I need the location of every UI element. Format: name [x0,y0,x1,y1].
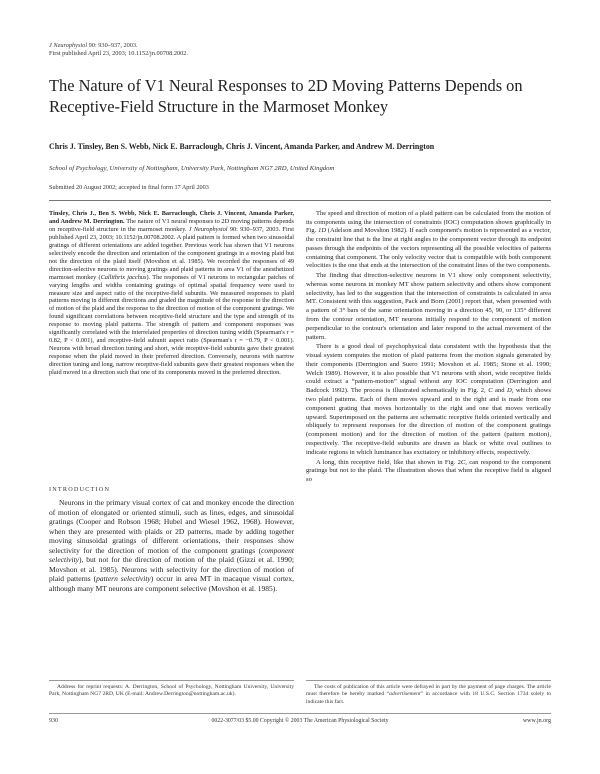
right-para-1b: (Adelson and Movshon 1982). If each component's motion is represented as a vector, the constraint line that is the line at right angles to the component vector through its endpoint passes through the endpoints of the vectors representing all the possible velocities of patterns containing that component. The only velocity vector that is compatible with both component velocities is the one that ends at the intersection of the constraint lines of the two components. [306,227,552,270]
right-para-1a: The speed and direction of motion of a plaid pattern can be calculated from the motion of its components using the intersection of constraints (IOC) computation shown graphically in Fig. [306,210,551,235]
journal-reference [49,42,188,58]
journal-url: www.jn.org [522,718,551,724]
abstract-citation-lead: Tinsley, Chris J., Ben S. Webb, Nick E. Barraclough, Chris J. Vincent, Amanda Parker, and Andrew M. Derrington. [49,210,294,225]
page-charges-text-b: ” in accordance with 18 U.S.C. Section 1734 solely to indicate this fact. [306,691,551,705]
intro-emphasis-pattern: pattern selectivity [96,574,151,583]
footer-divider [49,713,551,714]
publication-line: First published April 23, 2003; 10.1152/jn.00708.2002. [49,50,189,57]
intro-emphasis-component: component selectivity [49,545,294,564]
introduction-text [49,498,294,593]
right-para-3-fig-d: D [507,387,512,395]
copyright-line: 0022-3077/03 $5.00 Copyright © 2003 The American Physiological Society [211,718,389,724]
page-charges-footnote [306,684,551,706]
right-para-4a: A long, thin receptive field, like that shown in Fig. 2 [316,458,461,466]
submission-dates: Submitted 20 August 2002; accepted in final form 17 April 2003 [49,184,209,191]
right-para-4b: , can respond to the component gratings but not to the plaid. The illustration shows that when the receptive field is aligned so [306,458,552,484]
page-charges-advertisement: advertisement [389,691,421,698]
right-para-3-fig-c: C [488,387,493,395]
header-divider [49,200,551,201]
abstract-species: Callithrix jacchus [100,273,147,281]
right-para-4-fig-c: C [460,458,466,466]
abstract-body-2: ). The responses of V1 neurons to rectangular patches of varying lengths and widths containing gratings of optimal spatial frequency were used to measure size and aspect ratio of the receptive-field subunits. We measured responses to plaid patterns moving in different directions and graded the magnitude of the response to the direction of motion of the plaid and the response to the direction of motion of the component gratings. We found significant correlations between receptive-field structure and the type and strength of its response to moving plaid patterns. The strength of pattern and component responses was significantly correlated with the interrelated properties of direction tuning width (Spearman's r = 0.82, P < 0.001), and receptive-field subunit aspect ratio (Spearman's r = −0.79, P < 0.001). Neurons with broad direction tuning and short, wide receptive-field subunits gave their greatest response when the plaid moved in their preferred direction. Conversely, neurons with narrow direction tuning and long, narrow receptive-field subunits gave their greatest responses when the plaid moved in a direction such that one of its components moved in the preferred direction. [49,273,294,377]
intro-text-2: ), but not for the direction of motion of the plaid (Gizzi et al. 1990; Movshon et al. 1985). Neurons with selectivity for the direction of motion of plaid patterns ( [49,555,294,583]
reprint-footnote: Address for reprint requests: A. Derrington, School of Psychology, Nottingham University, University Park, Nottingham NG7 2RD, UK (E-mail: Andrew.Derrington@nottingham.ac.uk). [49,684,294,698]
abstract [49,210,294,377]
journal-citation: 90: 930–937, 2003. [88,42,138,49]
right-para-1-fig: 1D [318,227,327,235]
right-column [306,210,551,486]
abstract-title-line: The nature of V1 neural responses to 2D moving patterns depends on receptive-field structure in the marmoset monkey. [49,217,294,233]
affiliation: School of Psychology, University of Nottingham, University Park, Nottingham NG7 2RD, United Kingdom [49,165,335,172]
footnote-divider-left [49,680,294,681]
intro-text-3: ) occur in area MT in macaque visual cortex, although many MT neurons are component selective (Movshon et al. 1985). [49,574,294,593]
intro-text-1: Neurons in the primary visual cortex of cat and monkey encode the direction of motion of elongated or oriented stimuli, such as lines, edges, and sinusoidal gratings (Cooper and Robson 1968; Hubel and Wiesel 1962, 1968). However, when they are presented with plaids or 2D patterns, made by adding together moving sinusoidal gratings of different orientations, their responses show selectivity for the direction of motion of the component gratings ( [49,498,294,555]
author-list: Chris J. Tinsley, Ben S. Webb, Nick E. Barraclough, Chris J. Vincent, Amanda Parker, and Andrew M. Derrington [49,142,435,151]
abstract-body-1: 90: 930–937, 2003. First published April 23, 2003; 10.1152/jn.00708.2002. A plaid pattern is formed when two sinusoidal gratings of different orientations are added together. Previous work has shown that V1 neurons selectively encode the direction and orientation of the component gratings in a moving plaid but not the direction of the plaid itself (Movshon et al. 1985). We recorded the responses of 49 direction-selective neurons to moving gratings and plaid patterns in area V1 of the anesthetized marmoset monkey ( [49,225,294,281]
abstract-journal: J Neurophysiol [188,225,228,233]
right-para-3b: , which shows two plaid patterns. Each of them moves upward and to the right and is made from one component grating that moves horizontally to the right and one that moves vertically upward. Superimposed on the patterns are schematic receptive fields oriented vertically and obliquely to represent responses for the direction of motion of the component gratings (component motion) and for the direction of motion of the pattern (pattern motion), respectively. The receptive-field subunits are drawn as black or white oval outlines to indicate regions in which luminance has excitatory or inhibitory effects, respectively. [306,387,551,456]
right-para-2: The finding that direction-selective neurons in V1 show only component selectivity, whereas some neurons in monkey MT show pattern selectivity and others show component selectivity, has led to the suggestion that the intersection of constraints is calculated in area MT. Consistent with this suggestion, Pack and Born (2001) report that, when presented with a pattern of 3° bars of the same orientation moving in a direction 45, 90, or 135° different from the contour orientation, MT neurons initially respond to the component of motion perpendicular to the contour's orientation and later respond to the actual movement of the pattern. [306,271,551,341]
page-number: 930 [49,718,58,724]
journal-name: J Neurophysiol [49,42,88,49]
right-para-3-and: and [492,387,508,395]
footnote-divider-right [306,680,551,681]
page-charges-text-a: The costs of publication of this article were defrayed in part by the payment of page charges. The article must therefore be hereby marked “ [306,684,551,698]
article-title: The Nature of V1 Neural Responses to 2D Moving Patterns Depends on Receptive-Field Structure in the Marmoset Monkey [49,76,523,116]
right-para-3a: There is a good deal of psychophysical data consistent with the hypothesis that the visual system computes the motion of plaid patterns from the motion signals generated by their components (Derrington and Suero 1991; Movshon et al. 1985; Stone et al. 1990; Welch 1989). However, it is also possible that V1 neurons with short, wide receptive fields could extract a “pattern-motion” signal without any IOC computation (Derrington and Badcock 1992). The process is illustrated schematically in Fig. 2, [306,343,551,395]
section-heading-introduction: INTRODUCTION [49,486,111,493]
